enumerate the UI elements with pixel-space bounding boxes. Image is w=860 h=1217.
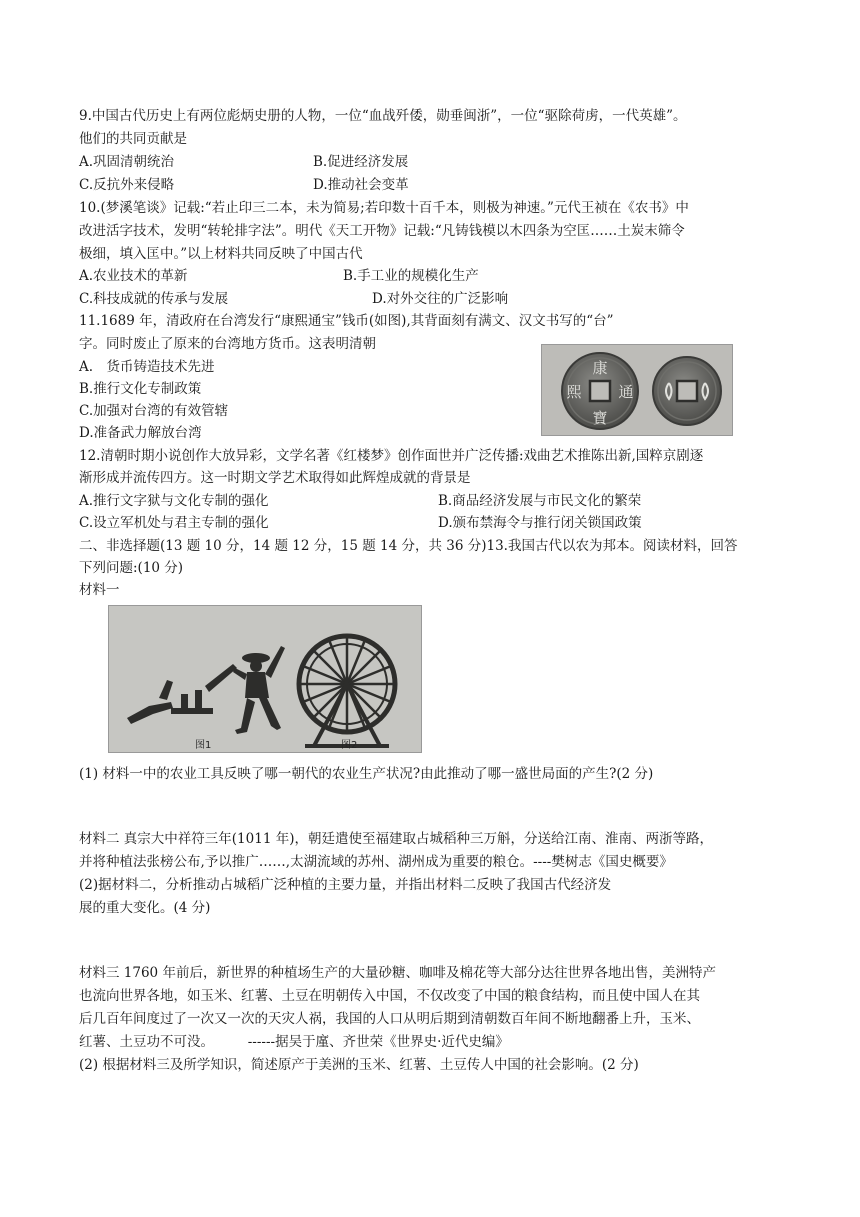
q11-option-b: B.推行文化专制政策 — [79, 381, 202, 397]
material2-line2: 并将种植法张榜公布,予以推广……,太湖流域的苏州、湖州成为重要的粮仓。----樊树志《国史概要》 — [79, 854, 673, 870]
q10-option-c: C.科技成就的传承与发展 — [79, 291, 229, 307]
coin-front-char-left: 熙 — [566, 383, 582, 401]
material3-line1: 材料三 1760 年前后，新世界的种植场生产的大量砂糖、咖啡及棉花等大部分达往世界各地出售，美洲特产 — [79, 965, 716, 981]
material2-question-line1: (2)据材料二，分析推动占城稻广泛种植的主要力量，并指出材料二反映了我国古代经济发 — [79, 877, 612, 893]
material1-label: 材料一 — [79, 582, 120, 598]
coin-image — [541, 344, 733, 436]
coin-front-char-top: 康 — [592, 359, 608, 377]
q12-option-d: D.颁布禁海令与推行闭关锁国政策 — [438, 515, 642, 531]
material1-question: (1) 材料一中的农业工具反映了哪一朝代的农业生产状况?由此推动了哪一盛世局面的产生?(2 分) — [79, 766, 654, 782]
coin-front-char-bottom: 寶 — [592, 409, 608, 427]
farm-tools-image — [108, 605, 422, 753]
section2-heading-line1: 二、非选择题(13 题 10 分，14 题 12 分，15 题 14 分，共 36 分)13.我国古代以农为邦本。阅读材料，回答 — [79, 538, 738, 554]
q11-option-a: A. 货币铸造技术先进 — [79, 359, 215, 375]
q10-stem-line3: 极细，填入匡中。”以上材料共同反映了中国古代 — [79, 246, 363, 262]
material2-question-line2: 展的重大变化。(4 分) — [79, 900, 211, 916]
q12-option-b: B.商品经济发展与市民文化的繁荣 — [438, 493, 642, 509]
q10-stem-line1: 10.(梦溪笔谈》记载:“若止印三二本，未为简易;若印数十百千本，则极为神速。”元代王祯在《农书》中 — [79, 200, 689, 216]
q11-stem-line1: 11.1689 年，清政府在台湾发行“康熙通宝”钱币(如图),其背面刻有满文、汉文书写的“台” — [79, 313, 614, 329]
material2-line1: 材料二 真宗大中祥符三年(1011 年)，朝廷遣使至福建取占城稻种三万斛，分送给江南、淮南、两浙等路， — [79, 831, 713, 847]
q11-stem-line2: 字。同时废止了原来的台湾地方货币。这表明清朝 — [79, 336, 376, 352]
material3-line2: 也流向世界各地，如玉米、红薯、土豆在明朝传入中国，不仅改变了中国的粮食结构，而且使中国人在其 — [79, 988, 700, 1004]
section2-heading-line2: 下列问题:(10 分) — [79, 560, 184, 576]
material3-line4: 红薯、土豆功不可没。 ------据吴于廑、齐世荣《世界史·近代史编》 — [79, 1034, 509, 1050]
coin-back-icon — [653, 357, 721, 425]
q9-option-c: C.反抗外来侵略 — [79, 177, 175, 193]
q10-stem-line2: 改进活字技术，发明“转轮排字法”。明代《天工开物》记载:“凡铸钱模以木四条为空匡……土炭末筛令 — [79, 223, 685, 239]
q9-option-a: A.巩固清朝统治 — [79, 154, 175, 170]
farm-tools-svg — [109, 606, 421, 752]
q12-option-a: A.推行文字狱与文化专制的强化 — [79, 493, 269, 509]
q12-stem-line2: 渐形成并流传四方。这一时期文学艺术取得如此辉煌成就的背景是 — [79, 470, 471, 486]
fig1-caption: 图1 — [195, 740, 212, 751]
material3-line3: 后几百年间度过了一次又一次的天灾人祸，我国的人口从明后期到清朝数百年间不断地翻番上升，玉米、 — [79, 1011, 700, 1027]
q12-option-c: C.设立军机处与君主专制的强化 — [79, 515, 269, 531]
q10-option-d: D.对外交往的广泛影响 — [372, 291, 509, 307]
material3-question: (2) 根据材料三及所学知识，简述原产于美洲的玉米、红薯、土豆传人中国的社会影响。(2 分) — [79, 1057, 639, 1073]
q9-stem-line1: 9.中国古代历史上有两位彪炳史册的人物，一位“血战歼倭，勋垂闽浙”，一位“驱除荷虏，一代英雄”。 — [79, 108, 687, 124]
fig2-caption: 图2 — [341, 740, 358, 751]
coin-svg — [542, 345, 732, 435]
q9-stem-line2: 他们的共同贡献是 — [79, 131, 187, 147]
q9-option-b: B.促进经济发展 — [313, 154, 409, 170]
q11-option-d: D.准备武力解放台湾 — [79, 425, 202, 441]
q10-option-b: B.手工业的规模化生产 — [343, 268, 479, 284]
coin-front-char-right: 通 — [618, 383, 634, 401]
q10-option-a: A.农业技术的革新 — [79, 268, 188, 284]
q12-stem-line1: 12.清朝时期小说创作大放异彩，文学名著《红楼梦》创作面世并广泛传播:戏曲艺术推陈出新,国粹京剧逐 — [79, 448, 704, 464]
q9-option-d: D.推动社会变革 — [313, 177, 409, 193]
q11-option-c: C.加强对台湾的有效管辖 — [79, 403, 229, 419]
